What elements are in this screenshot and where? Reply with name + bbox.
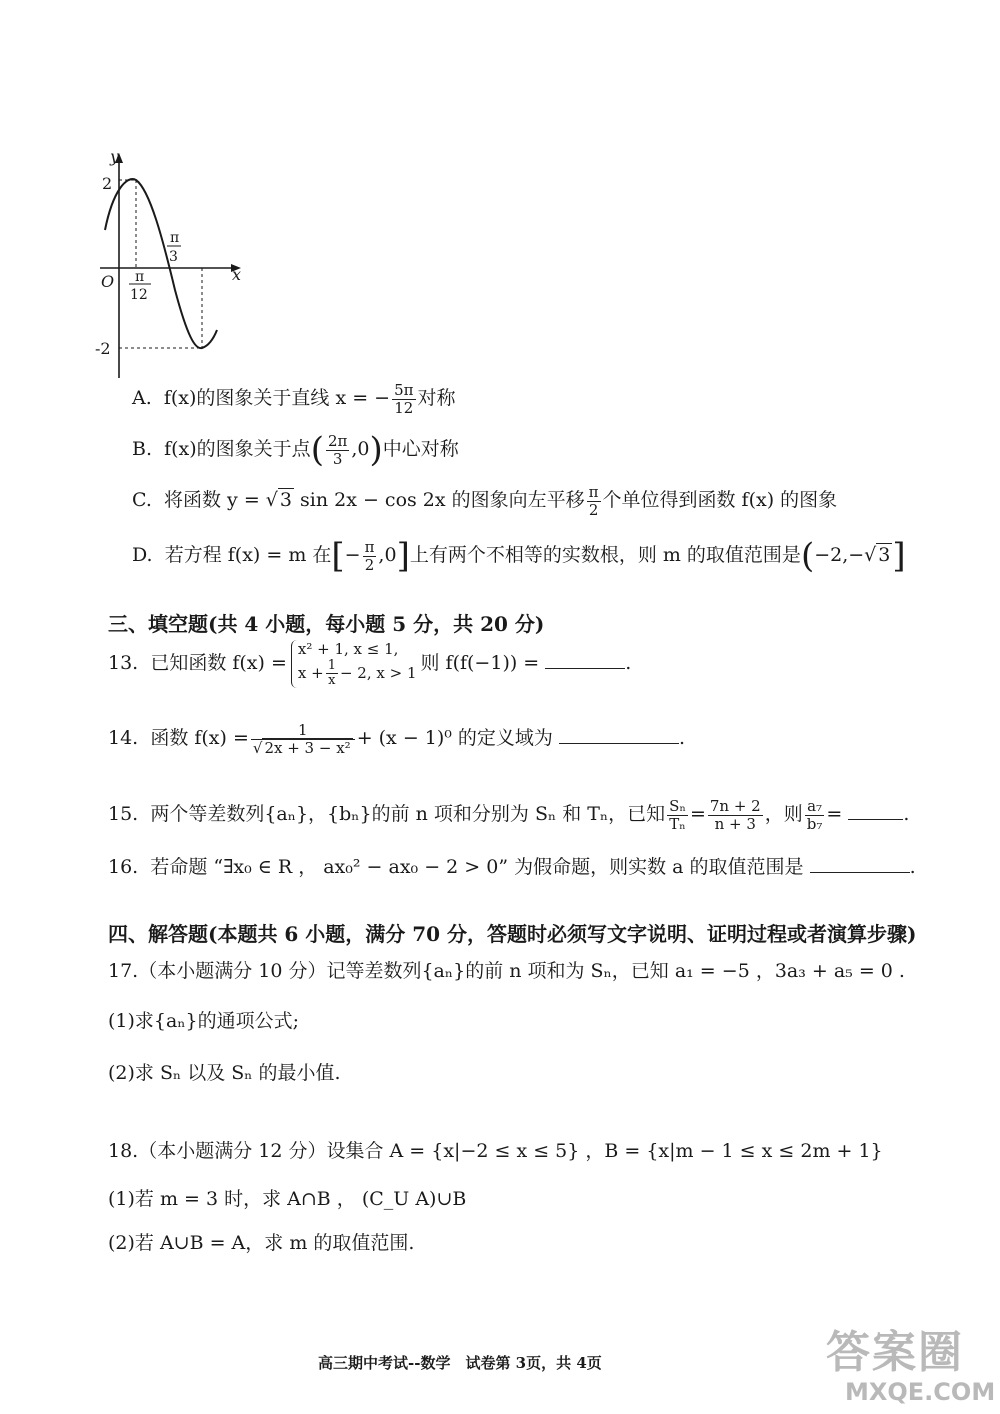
- question-15: 15. 两个等差数列{aₙ}，{bₙ}的前 n 项和分别为 Sₙ 和 Tₙ，已知 $\frac{\text{Sₙ}}{\text{Tₙ}}$ = $\frac{7n + 2}{n + 3}$ ，则 $\frac{\text{a₇}}{\text{b₇}}$ = .: [108, 797, 910, 833]
- option-d: D. 若方程 f(x) = m 在[− $\frac{\pi}{2}$ ,0]上有两个不相等的实数根，则 m 的取值范围是(−2,−√ 3]: [132, 536, 906, 576]
- q17-part1: (1)求{aₙ}的通项公式;: [108, 1010, 300, 1032]
- q16-answer-blank: [810, 856, 910, 873]
- q18-stem: 18.（本小题满分 12 分）设集合 A = {x|−2 ≤ x ≤ 5} ，B = {x|m − 1 ≤ x ≤ 2m + 1}: [108, 1140, 883, 1162]
- q13-piecewise: x² + 1, x ≤ 1, x + $\frac{1}{x}$ − 2, x > 1: [291, 640, 417, 688]
- q17-part2: (2)求 Sₙ 以及 Sₙ 的最小值.: [108, 1062, 341, 1084]
- option-a-pre: f(x)的图象关于直线 x = −: [163, 387, 391, 409]
- q16-text: 若命题 “∃x₀ ∈ R ， ax₀² − ax₀ − 2 > 0” 为假命题，则实数 a 的取值范围是: [150, 856, 804, 878]
- watermark-url: MXQE.COM: [845, 1378, 996, 1406]
- q14-answer-blank: [559, 727, 679, 744]
- q13-answer-blank: [545, 652, 625, 669]
- q14-post: + (x − 1)⁰ 的定义域为: [356, 727, 553, 749]
- option-d-label: D.: [132, 544, 153, 566]
- option-a-post: 对称: [417, 387, 456, 409]
- q18-part2: (2)若 A∪B = A，求 m 的取值范围.: [108, 1232, 415, 1254]
- origin-label: O: [101, 272, 115, 291]
- section4-title: 四、解答题(本题共 6 小题，满分 70 分，答题时必须写文字说明、证明过程或者演算步骤): [108, 922, 917, 946]
- x-tick2-num: π: [170, 230, 180, 246]
- q14-pre: 函数 f(x) =: [150, 727, 249, 749]
- q15-pre: 两个等差数列{aₙ}，{bₙ}的前 n 项和分别为 Sₙ 和 Tₙ，已知: [150, 803, 666, 825]
- question-16: 16. 若命题 “∃x₀ ∈ R ， ax₀² − ax₀ − 2 > 0” 为假命题，则实数 a 的取值范围是 .: [108, 856, 916, 878]
- option-d-pre: 若方程 f(x) = m 在: [164, 544, 332, 566]
- question-14: 14. 函数 f(x) = $\frac{1}{\text{√ 2x + 3 − x²}}$ + (x − 1)⁰ 的定义域为 .: [108, 721, 686, 757]
- question-13: 13. 已知函数 f(x) = x² + 1, x ≤ 1, x + $\frac{1}{x}$ − 2, x > 1 则 f(f(−1)) = .: [108, 640, 632, 689]
- option-c-label: C.: [132, 489, 152, 511]
- q15-fraction-n: $\frac{7n + 2}{n + 3}$: [709, 797, 761, 833]
- q13-number: 13.: [108, 652, 139, 675]
- option-c-post: 个单位得到函数 f(x) 的图象: [602, 489, 838, 511]
- option-b-post: 中心对称: [382, 438, 459, 460]
- sine-curve: [105, 179, 217, 348]
- page-footer: 高三期中考试--数学 试卷第 3页，共 4页: [318, 1354, 602, 1372]
- q14-fraction: $\frac{1}{\text{√ 2x + 3 − x²}}$: [251, 722, 355, 756]
- option-c-pre: 将函数 y =: [164, 489, 266, 511]
- x-tick1-den: 12: [130, 287, 148, 303]
- q13-post: 则 f(f(−1)) =: [420, 652, 540, 675]
- option-a-label: A.: [132, 387, 152, 409]
- q18-part1: (1)若 m = 3 时，求 A∩B ， (C_U A)∪B: [108, 1188, 467, 1210]
- x-axis-label: x: [232, 265, 242, 284]
- y-min-label: -2: [95, 339, 111, 358]
- option-b-fraction: $\frac{2\pi}{3}$: [327, 432, 348, 468]
- q15-number: 15.: [108, 803, 139, 825]
- q16-number: 16.: [108, 856, 139, 878]
- x-tick1-num: π: [135, 269, 145, 285]
- option-c: C. 将函数 y = √ 3 sin 2x − cos 2x 的图象向左平移 $\frac{\pi}{2}$ 个单位得到函数 f(x) 的图象: [132, 483, 838, 519]
- y-max-label: 2: [102, 174, 113, 193]
- section3-title: 三、填空题(共 4 小题，每小题 5 分，共 20 分): [108, 612, 545, 636]
- option-a-fraction: $\frac{5\pi}{12}$: [394, 381, 414, 417]
- q15-answer-blank: [848, 803, 903, 820]
- option-b-pre: f(x)的图象关于点: [164, 438, 311, 460]
- q15-fraction-st: $\frac{\text{Sₙ}}{\text{Tₙ}}$: [669, 797, 686, 833]
- option-c-mid: sin 2x − cos 2x 的图象向左平移: [293, 489, 585, 511]
- function-graph: [95, 150, 255, 390]
- q14-number: 14.: [108, 727, 139, 749]
- q13-pre: 已知函数 f(x) =: [150, 652, 287, 675]
- option-a: [132, 382, 456, 416]
- option-d-mid: 上有两个不相等的实数根，则 m 的取值范围是: [409, 544, 801, 566]
- x-tick2-den: 3: [169, 249, 178, 265]
- option-b: B. f(x)的图象关于点( $\frac{2\pi}{3}$ ,0)中心对称: [132, 430, 459, 470]
- option-c-sqrt: 3: [279, 489, 292, 511]
- q17-stem: 17.（本小题满分 10 分）记等差数列{aₙ}的前 n 项和为 Sₙ，已知 a₁ = −5 ，3a₃ + a₅ = 0 .: [108, 960, 905, 982]
- option-b-label: B.: [132, 438, 153, 460]
- option-c-fraction: $\frac{\pi}{2}$: [588, 483, 599, 519]
- option-d-fraction: $\frac{\pi}{2}$: [364, 538, 375, 574]
- q15-fraction-ab: $\frac{\text{a₇}}{\text{b₇}}$: [806, 797, 823, 833]
- watermark-logo: 答案圈: [826, 1327, 964, 1378]
- y-axis-label: y: [110, 150, 120, 166]
- option-b-mid: ,0: [351, 438, 370, 460]
